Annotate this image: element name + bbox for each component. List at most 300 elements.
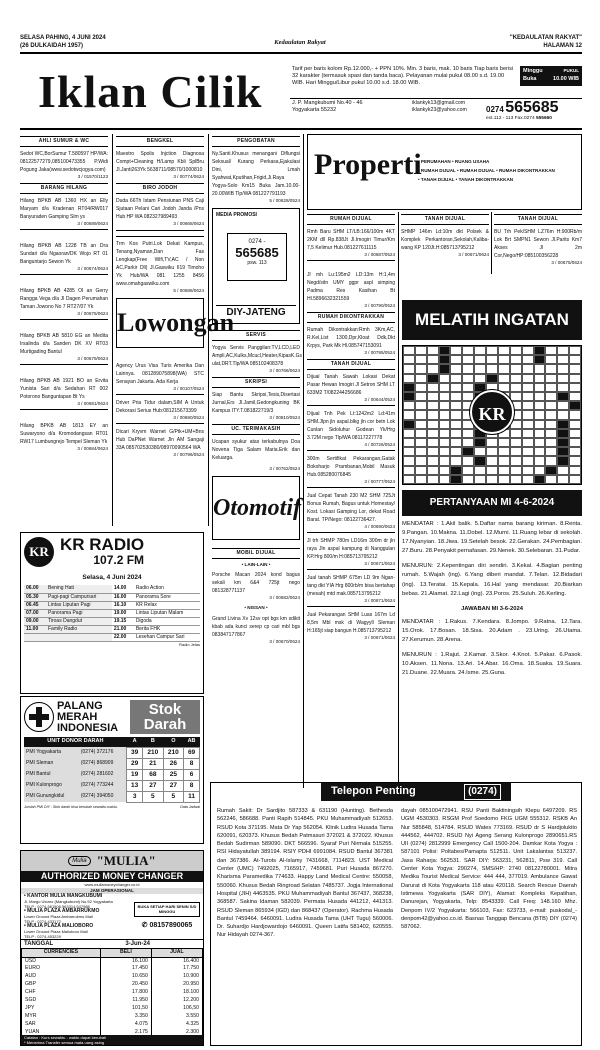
crossword-cell[interactable] (545, 447, 557, 456)
crossword-cell[interactable] (545, 392, 557, 401)
crossword-cell[interactable] (569, 346, 581, 355)
crossword-cell[interactable] (403, 466, 415, 475)
crossword-cell[interactable] (450, 364, 462, 373)
pmi-line2: MERAH (57, 710, 98, 723)
clues-menurun: MENURUN: 2.Kepentingan diri sendiri. 3.Kekal. 4.Bagian penting rumah. 5.Wajah (ing). 6.Yang diberi mandat. 7.Telan. 12.Bidadari (ing). 13.Teratai. 15.Kepala. 16.Hal yang mendasar. 20.Biarkan bebas. 21.Alamat. 22.Lagi (ing). 23.Poros. 25.Suluh. 26.Kerling. (402, 563, 582, 597)
properti-banner (307, 134, 582, 210)
crossword-cell[interactable] (439, 383, 451, 392)
mulia-rates-table (21, 948, 203, 1037)
crossword-cell[interactable] (557, 346, 569, 355)
crossword-cell[interactable] (522, 466, 534, 475)
crossword-cell[interactable] (510, 438, 522, 447)
mulia-buka: BUKA SETIAP HARI SENIN S/D MINGGU (134, 902, 200, 917)
crossword-cell[interactable] (534, 438, 546, 447)
crossword-cell[interactable] (415, 466, 427, 475)
mulia-note2: * Menerima Transfer semua mata uang asing (24, 1040, 105, 1045)
properti-link: • TANAH DIJUAL • TANAH DIKONTRAKKAN (418, 177, 514, 182)
crossword-cell[interactable] (545, 456, 557, 465)
crossword-cell[interactable] (415, 401, 427, 410)
crossword-cell[interactable] (450, 475, 462, 484)
schedule-time: 11.00 (24, 625, 46, 633)
ad-code: 3 / 00668/0624 (173, 221, 204, 226)
crossword-cell[interactable] (534, 346, 546, 355)
mulia-branch (24, 894, 134, 909)
mulia-wa (134, 921, 200, 931)
crossword-cell[interactable] (403, 401, 415, 410)
crossword-cell[interactable] (557, 420, 569, 429)
mulia-jam: JAM OPERASIONAL (21, 888, 203, 894)
schedule-program: Panorama Pagi (46, 609, 112, 617)
crossword-cell[interactable] (415, 438, 427, 447)
crossword-cell[interactable] (557, 456, 569, 465)
rate-currency: GBP (22, 981, 101, 989)
crossword-cell[interactable] (474, 456, 486, 465)
pmi-note: Jumlah PMI DIY : Stok darah bisa berubah sewaktu-waktu. (24, 804, 118, 809)
schedule-time: 06.45 (24, 601, 46, 609)
crossword-cell[interactable] (510, 355, 522, 364)
ad-text: Driver Pria Tidur dalam,SIM A Untuk Dekorasi Serius Hub:081215673399 (116, 400, 204, 414)
rate-currency: EURO (22, 965, 101, 973)
promo-prefix: 0274 - (248, 239, 266, 245)
crossword-cell[interactable] (557, 392, 569, 401)
crossword-cell[interactable] (415, 364, 427, 373)
rate-currency: USD (22, 957, 101, 965)
crossword-cell[interactable] (498, 466, 510, 475)
ad-text: Dijual Tanah Sawah Lokasi Dekat Pasar Hewan Imogiri Jl Setron SHM LT 633M2 T/082244256686 (307, 374, 395, 396)
crossword-cell[interactable] (545, 466, 557, 475)
ad-code: 3 / 00671/0624 (364, 598, 395, 603)
crossword-cell[interactable] (450, 456, 462, 465)
crossword-cell[interactable] (439, 447, 451, 456)
properti-links (418, 157, 555, 184)
crossword-cell[interactable] (450, 420, 462, 429)
column-divider (491, 212, 492, 274)
crossword-cell[interactable] (545, 346, 557, 355)
crossword-cell[interactable] (569, 364, 581, 373)
crossword-cell[interactable] (510, 374, 522, 383)
crossword-cell[interactable] (569, 420, 581, 429)
crossword-cell[interactable] (510, 383, 522, 392)
crossword-cell[interactable] (403, 392, 415, 401)
crossword-cell[interactable] (557, 438, 569, 447)
crossword-cell[interactable] (450, 374, 462, 383)
crossword-cell[interactable] (415, 392, 427, 401)
kr-radio-box (20, 532, 204, 694)
mulia-branches (24, 894, 134, 939)
crossword-cell[interactable] (403, 429, 415, 438)
crossword-cell[interactable] (403, 383, 415, 392)
crossword-cell[interactable] (486, 447, 498, 456)
crossword-cell[interactable] (486, 475, 498, 484)
category-tanah-dijual: TANAH DIJUAL (401, 214, 489, 225)
crossword-cell[interactable] (439, 392, 451, 401)
crossword-cell[interactable] (569, 383, 581, 392)
crossword-cell[interactable] (462, 383, 474, 392)
ad-text: Trm Kos Putri.Lok Dekat Kampus, Tenang,Nyaman,Dan Fas Lengkap(Free Wifi,TV,AC / Non AC,Parkir Dll) Jl.Gaswiku II19 Timoho Yk Hub/WA 081 1255 8456 www.omahgaswiku.com (116, 241, 204, 287)
category-biro-jodoh: BIRO JODOH (116, 183, 204, 194)
crossword-cell[interactable] (462, 447, 474, 456)
crossword-cell[interactable] (522, 456, 534, 465)
rate-value: 16.400 (151, 957, 202, 965)
pmi-phone: (0274) 868909 (79, 758, 127, 769)
crossword-cell[interactable] (569, 374, 581, 383)
crossword-cell[interactable] (415, 355, 427, 364)
crossword-cell[interactable] (557, 401, 569, 410)
crossword-cell[interactable] (474, 346, 486, 355)
crossword-cell[interactable] (427, 475, 439, 484)
crossword-cell[interactable] (462, 374, 474, 383)
crossword-cell[interactable] (403, 420, 415, 429)
crossword-cell[interactable] (427, 364, 439, 373)
crossword-cell[interactable] (569, 447, 581, 456)
properti-title: Properti (314, 148, 422, 181)
crossword-cell[interactable] (534, 475, 546, 484)
crossword-cell[interactable] (534, 410, 546, 419)
crossword-cell[interactable] (557, 374, 569, 383)
crossword-cell[interactable] (545, 374, 557, 383)
crossword-cell[interactable] (439, 475, 451, 484)
ad-code: 3 / 00774/0624 (173, 174, 204, 179)
crossword-cell[interactable] (486, 374, 498, 383)
tts-clues (402, 520, 582, 678)
crossword-cell[interactable] (403, 364, 415, 373)
crossword-cell[interactable] (569, 401, 581, 410)
crossword-cell[interactable] (439, 420, 451, 429)
crossword-cell[interactable] (498, 346, 510, 355)
crossword-cell[interactable] (462, 475, 474, 484)
stok-label: Stok (148, 701, 182, 718)
crossword-cell[interactable] (557, 475, 569, 484)
ad-code: 3 / 00679/0624 (77, 356, 108, 361)
crossword-cell[interactable] (522, 401, 534, 410)
crossword-cell[interactable] (427, 466, 439, 475)
pmi-stock: 8 (184, 780, 200, 791)
crossword-cell[interactable] (403, 438, 415, 447)
crossword-cell[interactable] (450, 466, 462, 475)
crossword-cell[interactable] (415, 456, 427, 465)
pmi-header-cell: AB (184, 737, 200, 747)
column-2 (116, 136, 235, 458)
crossword-cell[interactable] (569, 438, 581, 447)
pmi-stock: 5 (163, 791, 184, 802)
crossword-cell[interactable] (439, 456, 451, 465)
crossword-cell[interactable] (439, 364, 451, 373)
rate-currency: JPY (22, 1005, 101, 1013)
crossword-cell[interactable] (522, 420, 534, 429)
crossword-cell[interactable] (545, 475, 557, 484)
crossword-cell[interactable] (427, 447, 439, 456)
pertanyaan-title: PERTANYAAN MI 4-6-2024 (402, 490, 582, 516)
schedule-program: Pagi-pagi Campursari (46, 593, 112, 601)
crossword-cell[interactable] (522, 410, 534, 419)
crossword-cell[interactable] (450, 429, 462, 438)
crossword-cell[interactable] (569, 429, 581, 438)
crossword-cell[interactable] (427, 401, 439, 410)
crossword-cell[interactable] (415, 410, 427, 419)
pmi-line3: INDONESIA (57, 721, 119, 734)
crossword-cell[interactable] (557, 383, 569, 392)
category-bengkel: BENGKEL (116, 136, 204, 147)
ad-code: 3 / 00671/0624 (458, 252, 489, 257)
crossword-cell[interactable] (427, 374, 439, 383)
crossword-cell[interactable] (534, 374, 546, 383)
crossword-cell[interactable] (545, 383, 557, 392)
crossword-cell[interactable] (403, 374, 415, 383)
crossword-cell[interactable] (569, 475, 581, 484)
crossword-cell[interactable] (545, 410, 557, 419)
crossword-cell[interactable] (545, 355, 557, 364)
kr-radio-date: Selasa, 4 Juni 2024 (82, 574, 142, 581)
ad-code: 3 / 00690/0524 (173, 415, 204, 420)
crossword-cell[interactable] (450, 438, 462, 447)
ad-text: Siap Bantu Skripsi,Tesis,Disertasi Jurnal,Ers Jl.Jamil,Gedongkuning BK Kampus ITY.T.081822719/3 (212, 392, 300, 414)
crossword-cell[interactable] (450, 346, 462, 355)
crossword-cell[interactable] (486, 346, 498, 355)
kr-radio-logo: KR (24, 537, 54, 567)
pmi-stock: 19 (127, 769, 143, 780)
mulia-branch-line: Jl. Margo Utomo (Mangkubumi) No.52 Yogyakarta (24, 898, 113, 904)
crossword-cell[interactable] (557, 447, 569, 456)
rate-value: 10.650 (100, 973, 151, 981)
crossword-cell[interactable] (427, 429, 439, 438)
crossword-cell[interactable] (439, 429, 451, 438)
crossword-cell[interactable] (498, 447, 510, 456)
schedule-program: KR Relax (134, 601, 200, 609)
crossword-cell[interactable] (403, 355, 415, 364)
ad-text: Hilang BPKB AB 1360 HX an Elly Maryam d/a Kradenan RT04/RW017 Banyuraden Gamping Slm ys (20, 198, 108, 220)
schedule-program: Family Radio (46, 625, 112, 633)
mulia-branch-line: TELP : 0274-433172 (24, 918, 61, 924)
crossword-cell[interactable] (450, 410, 462, 419)
crossword-cell[interactable] (510, 392, 522, 401)
crossword-cell[interactable] (545, 438, 557, 447)
crossword-cell[interactable] (522, 355, 534, 364)
ad-code: 3 / 00689/0624 (77, 221, 108, 226)
crossword-cell[interactable] (415, 420, 427, 429)
crossword-cell[interactable] (462, 429, 474, 438)
crossword-cell[interactable] (557, 355, 569, 364)
crossword-cell[interactable] (486, 438, 498, 447)
crossword-cell[interactable] (486, 456, 498, 465)
mulia-date-row (21, 939, 203, 948)
crossword-cell[interactable] (474, 355, 486, 364)
crossword-cell[interactable] (415, 383, 427, 392)
crossword-cell[interactable] (486, 364, 498, 373)
ad-code: 3 / 00795/0524 (364, 350, 395, 355)
promo-title: MEDIA PROMOSI (216, 212, 257, 218)
rate-currency: AUD (22, 973, 101, 981)
crossword-cell[interactable] (522, 438, 534, 447)
crossword-cell[interactable] (510, 364, 522, 373)
crossword-cell[interactable] (569, 355, 581, 364)
crossword-cell[interactable] (522, 392, 534, 401)
category-rumah-dikontrakkan: RUMAH DIKONTRAKKAN (307, 312, 395, 323)
crossword-cell[interactable] (510, 466, 522, 475)
crossword-cell[interactable] (545, 420, 557, 429)
crossword-cell[interactable] (510, 475, 522, 484)
crossword-cell[interactable] (486, 466, 498, 475)
media-promosi-box (212, 208, 300, 324)
crossword-cell[interactable] (439, 438, 451, 447)
iklan-cilik-title: Iklan Cilik (38, 66, 263, 117)
crossword-cell[interactable] (522, 383, 534, 392)
whatsapp-icon: ✆ (141, 922, 150, 930)
crossword-cell[interactable] (462, 346, 474, 355)
rate-row (22, 957, 203, 965)
crossword-cell[interactable] (498, 475, 510, 484)
crossword-cell[interactable] (403, 475, 415, 484)
crossword-cell[interactable] (427, 355, 439, 364)
crossword-cell[interactable] (450, 392, 462, 401)
rate-row (22, 973, 203, 981)
crossword-cell[interactable] (569, 466, 581, 475)
crossword-cell[interactable] (557, 410, 569, 419)
crossword-cell[interactable] (522, 429, 534, 438)
crossword-cell[interactable] (427, 346, 439, 355)
crossword-cell[interactable] (462, 456, 474, 465)
category-barang-hilang: BARANG HILANG (20, 183, 108, 194)
crossword-cell[interactable] (534, 456, 546, 465)
tanggal-label: TANGGAL (24, 940, 54, 947)
crossword-cell[interactable] (534, 466, 546, 475)
crossword-cell[interactable] (427, 420, 439, 429)
crossword-cell[interactable] (415, 374, 427, 383)
crossword-cell[interactable] (569, 392, 581, 401)
crossword-cell[interactable] (498, 364, 510, 373)
crossword-cell[interactable] (427, 383, 439, 392)
schedule-time: 06.00 (24, 585, 46, 593)
pmi-row (24, 747, 200, 758)
crossword-cell[interactable] (462, 355, 474, 364)
rate-value: 20.450 (100, 981, 151, 989)
rate-currency: SGD (22, 997, 101, 1005)
pmi-phone: (0274) 773244 (79, 780, 127, 791)
crossword-cell[interactable] (439, 374, 451, 383)
crossword-cell[interactable] (450, 447, 462, 456)
crossword-cell[interactable] (557, 429, 569, 438)
schedule-row (24, 609, 200, 617)
pmi-row (24, 758, 200, 769)
mulia-branch-line: TELP : 0274-561506,563314,547988 (24, 903, 90, 909)
crossword-cell[interactable] (522, 475, 534, 484)
crossword-cell[interactable] (510, 456, 522, 465)
crossword-cell[interactable] (534, 364, 546, 373)
crossword-cell[interactable] (427, 392, 439, 401)
crossword-cell[interactable] (427, 410, 439, 419)
crossword-cell[interactable] (498, 374, 510, 383)
rate-value: 2.300 (151, 1029, 202, 1037)
crossword-cell[interactable] (462, 364, 474, 373)
pmi-unit: PMI Kulonprogo (24, 780, 79, 791)
crossword-cell[interactable] (415, 346, 427, 355)
crossword-cell[interactable] (557, 364, 569, 373)
crossword-cell[interactable] (474, 447, 486, 456)
melatih-ingatan-title: MELATIH INGATAN (402, 300, 582, 340)
ad-code: 3 / 00107/0524 (173, 386, 204, 391)
crossword-cell[interactable] (498, 456, 510, 465)
crossword-cell[interactable] (534, 383, 546, 392)
crossword-cell[interactable] (534, 429, 546, 438)
ad-text: Hilang BPKB AB 5810 EG an Medita Irsalinda d/a Sanden DK XV RT03 Murtigading Bantul (20, 333, 108, 355)
crossword-cell[interactable] (439, 466, 451, 475)
crossword-cell[interactable] (415, 447, 427, 456)
crossword-cell[interactable] (403, 410, 415, 419)
crossword-cell[interactable] (403, 346, 415, 355)
crossword-cell[interactable] (522, 447, 534, 456)
crossword-cell[interactable] (522, 374, 534, 383)
crossword-cell[interactable] (439, 401, 451, 410)
crossword-cell[interactable] (534, 392, 546, 401)
column-divider (208, 134, 209, 526)
crossword-cell[interactable] (569, 410, 581, 419)
crossword-cell[interactable] (427, 456, 439, 465)
crossword-cell[interactable] (474, 374, 486, 383)
crossword-cell[interactable] (510, 346, 522, 355)
crossword-cell[interactable] (545, 429, 557, 438)
crossword-cell[interactable] (450, 401, 462, 410)
column-divider (398, 212, 399, 788)
mulia-box (20, 850, 204, 1046)
schedule-program: Lesehan Campur Sari (134, 633, 200, 641)
category-tanah-dijual: TANAH DIJUAL (307, 359, 395, 370)
darah-label: Darah (143, 716, 187, 733)
crossword-cell[interactable] (427, 438, 439, 447)
crossword-cell[interactable] (498, 438, 510, 447)
schedule-program (46, 633, 112, 641)
crossword-cell[interactable] (474, 364, 486, 373)
crossword-cell[interactable] (403, 447, 415, 456)
telepon-right: dayah 085100472941. RSU Panti Baktiningsih Klepu 6497209. RS UGM 4530303. RSGM Prof Soedomo FKG UGM 555312. RSKB An Nur 585848, 514784. RSUD Wates 773169. RSUD dr S Hardjolukito 444562, 444702. RSUD Nyi Ageng Serang Kulonprogo 2890651.RS UII (0274) 2812999 Emergency Call 1500-204. Damkar Kota Yogya : 587101 Polisi: Poltabes/Pamapta 512511. Unit Lakalantas 513237. Jasa Raharja: 562531. SAR DIY: 563231, 562811, Psw 319. Call Center Kota Yogya: 290274, SMS/HP: 2740 08122780001. Mitra Medika Tourist Medical Service: 444 444, 377019. Ambulance Gawat Darurat di Kota Yogyakarta 118 atau 420118. Search Rescue Daerah Istimewa Yogyakarta (SAR DIY), Alamat: Kompleks Kepatihan, Danurejan, Yogyakarta, Telp: 8543339. Call Freq: 148.160 Mhz. Denpom IV/2 Yogyakarta: 566103, Fax: 623733, e-mail: puskodal_-denpom42@yahoo.co.id. Basnas Tanggap Bencana (BTB) DIY (0274) 587062. (401, 808, 577, 931)
crossword-cell[interactable] (474, 466, 486, 475)
crossword-cell[interactable] (439, 346, 451, 355)
crossword-cell[interactable] (403, 456, 415, 465)
crossword-cell[interactable] (545, 364, 557, 373)
crossword-cell[interactable] (557, 466, 569, 475)
crossword-cell[interactable] (522, 346, 534, 355)
crossword-cell[interactable] (439, 410, 451, 419)
crossword-cell[interactable] (439, 355, 451, 364)
crossword-cell[interactable] (522, 364, 534, 373)
crossword-cell[interactable] (569, 456, 581, 465)
phone-prefix: 0274 (486, 105, 504, 114)
crossword-cell[interactable] (450, 355, 462, 364)
crossword-cell[interactable] (498, 355, 510, 364)
rate-value: 12.200 (151, 997, 202, 1005)
crossword-cell[interactable] (486, 355, 498, 364)
crossword-cell[interactable] (534, 355, 546, 364)
crossword-cell[interactable] (462, 438, 474, 447)
crossword-cell[interactable] (534, 447, 546, 456)
crossword-cell[interactable] (510, 429, 522, 438)
phone-ext: ext.112 - 113 Fax.0274 (486, 116, 535, 121)
pmi-stock: 6 (184, 769, 200, 780)
crossword-cell[interactable] (474, 438, 486, 447)
crossword-cell[interactable] (545, 401, 557, 410)
ad-text: Jl mh Lu:195m2 LD:13m H:1,4m Negd/sitn UMY ggpr aspl simping Padma Res Kasihan Bt Hl.5896632321559 (307, 272, 395, 302)
pukul-label: PUKUL (563, 68, 579, 73)
crossword-cell[interactable] (450, 383, 462, 392)
ad-code: 5 / 00628/0524 (269, 198, 300, 203)
crossword-cell[interactable] (534, 420, 546, 429)
crossword-cell[interactable] (474, 475, 486, 484)
crossword-cell[interactable] (415, 429, 427, 438)
crossword-cell[interactable] (510, 447, 522, 456)
crossword-cell[interactable] (462, 466, 474, 475)
crossword-cell[interactable] (415, 475, 427, 484)
kr-radio-name: KR RADIO (60, 535, 145, 554)
crossword-cell[interactable] (534, 401, 546, 410)
properti-column-3 (494, 214, 582, 266)
